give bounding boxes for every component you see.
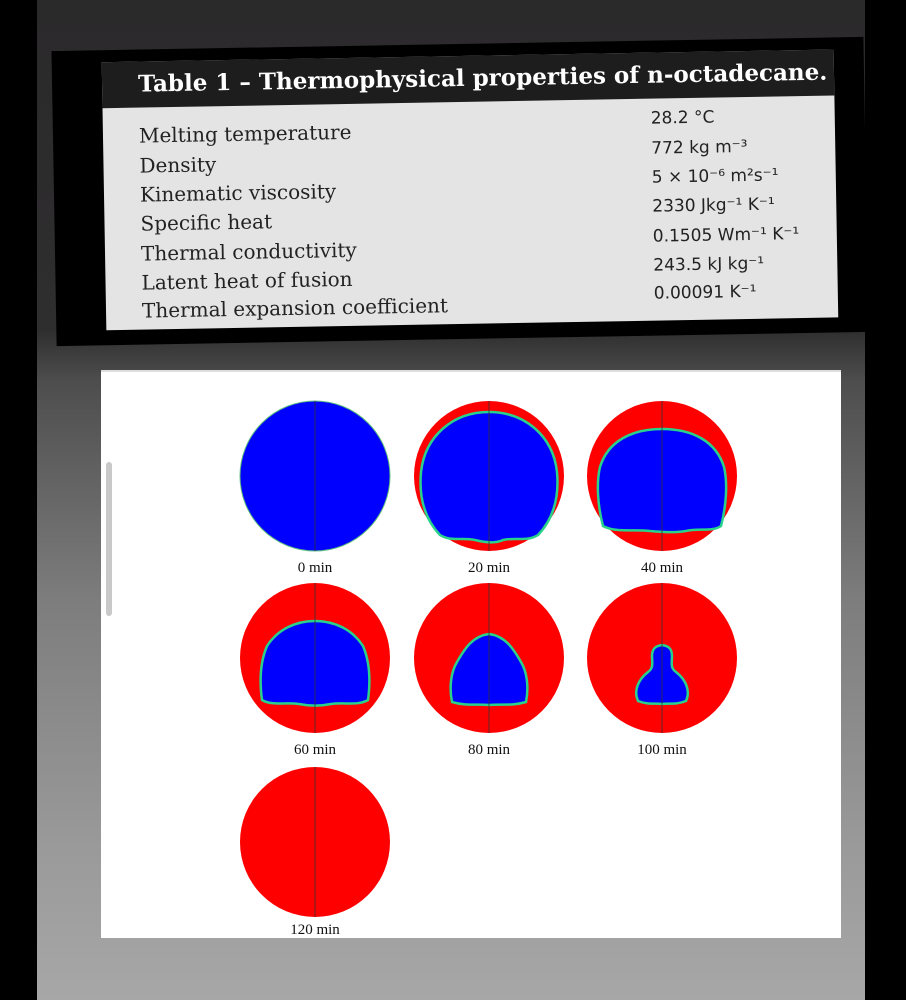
- property-value: 2330 Jkg⁻¹ K⁻¹: [652, 194, 775, 217]
- property-value: 5 × 10⁻⁶ m²s⁻¹: [651, 165, 779, 188]
- melting-figure: [101, 370, 841, 938]
- panel-100-min: [587, 583, 737, 758]
- property-value: 28.2 °C: [650, 107, 715, 129]
- property-value: 0.00091 K⁻¹: [653, 281, 757, 304]
- property-name: Specific heat: [140, 209, 273, 236]
- time-label: 20 min: [467, 560, 511, 576]
- table-photo: [51, 37, 868, 346]
- property-name: Latent heat of fusion: [141, 266, 353, 295]
- time-label: 40 min: [640, 560, 684, 576]
- property-value: 772 kg m⁻³: [651, 136, 748, 159]
- panel-80-min: [414, 583, 564, 758]
- property-value: 0.1505 Wm⁻¹ K⁻¹: [652, 224, 800, 247]
- properties-table: [102, 49, 839, 330]
- property-name: Thermal conductivity: [140, 237, 357, 266]
- panel-120-min: [240, 767, 390, 938]
- panel-20-min: [414, 401, 564, 576]
- property-name: Density: [139, 152, 217, 178]
- property-name: Melting temperature: [138, 119, 352, 148]
- property-value: 243.5 kJ kg⁻¹: [653, 253, 765, 276]
- time-label: 0 min: [297, 560, 333, 576]
- figure-svg: [101, 372, 841, 938]
- panel-40-min: [587, 401, 737, 576]
- scrollbar-thumb[interactable]: [106, 462, 112, 616]
- time-label: 80 min: [467, 742, 511, 758]
- time-label: 60 min: [293, 742, 337, 758]
- panel-0-min: [240, 401, 390, 576]
- table-caption: Table 1 – Thermophysical properties of n-octadecane.: [102, 49, 835, 108]
- time-label: 120 min: [290, 922, 340, 938]
- property-name: Thermal expansion coefficient: [141, 293, 449, 323]
- property-name: Kinematic viscosity: [139, 179, 337, 207]
- panel-60-min: [240, 583, 390, 758]
- time-label: 100 min: [637, 742, 687, 758]
